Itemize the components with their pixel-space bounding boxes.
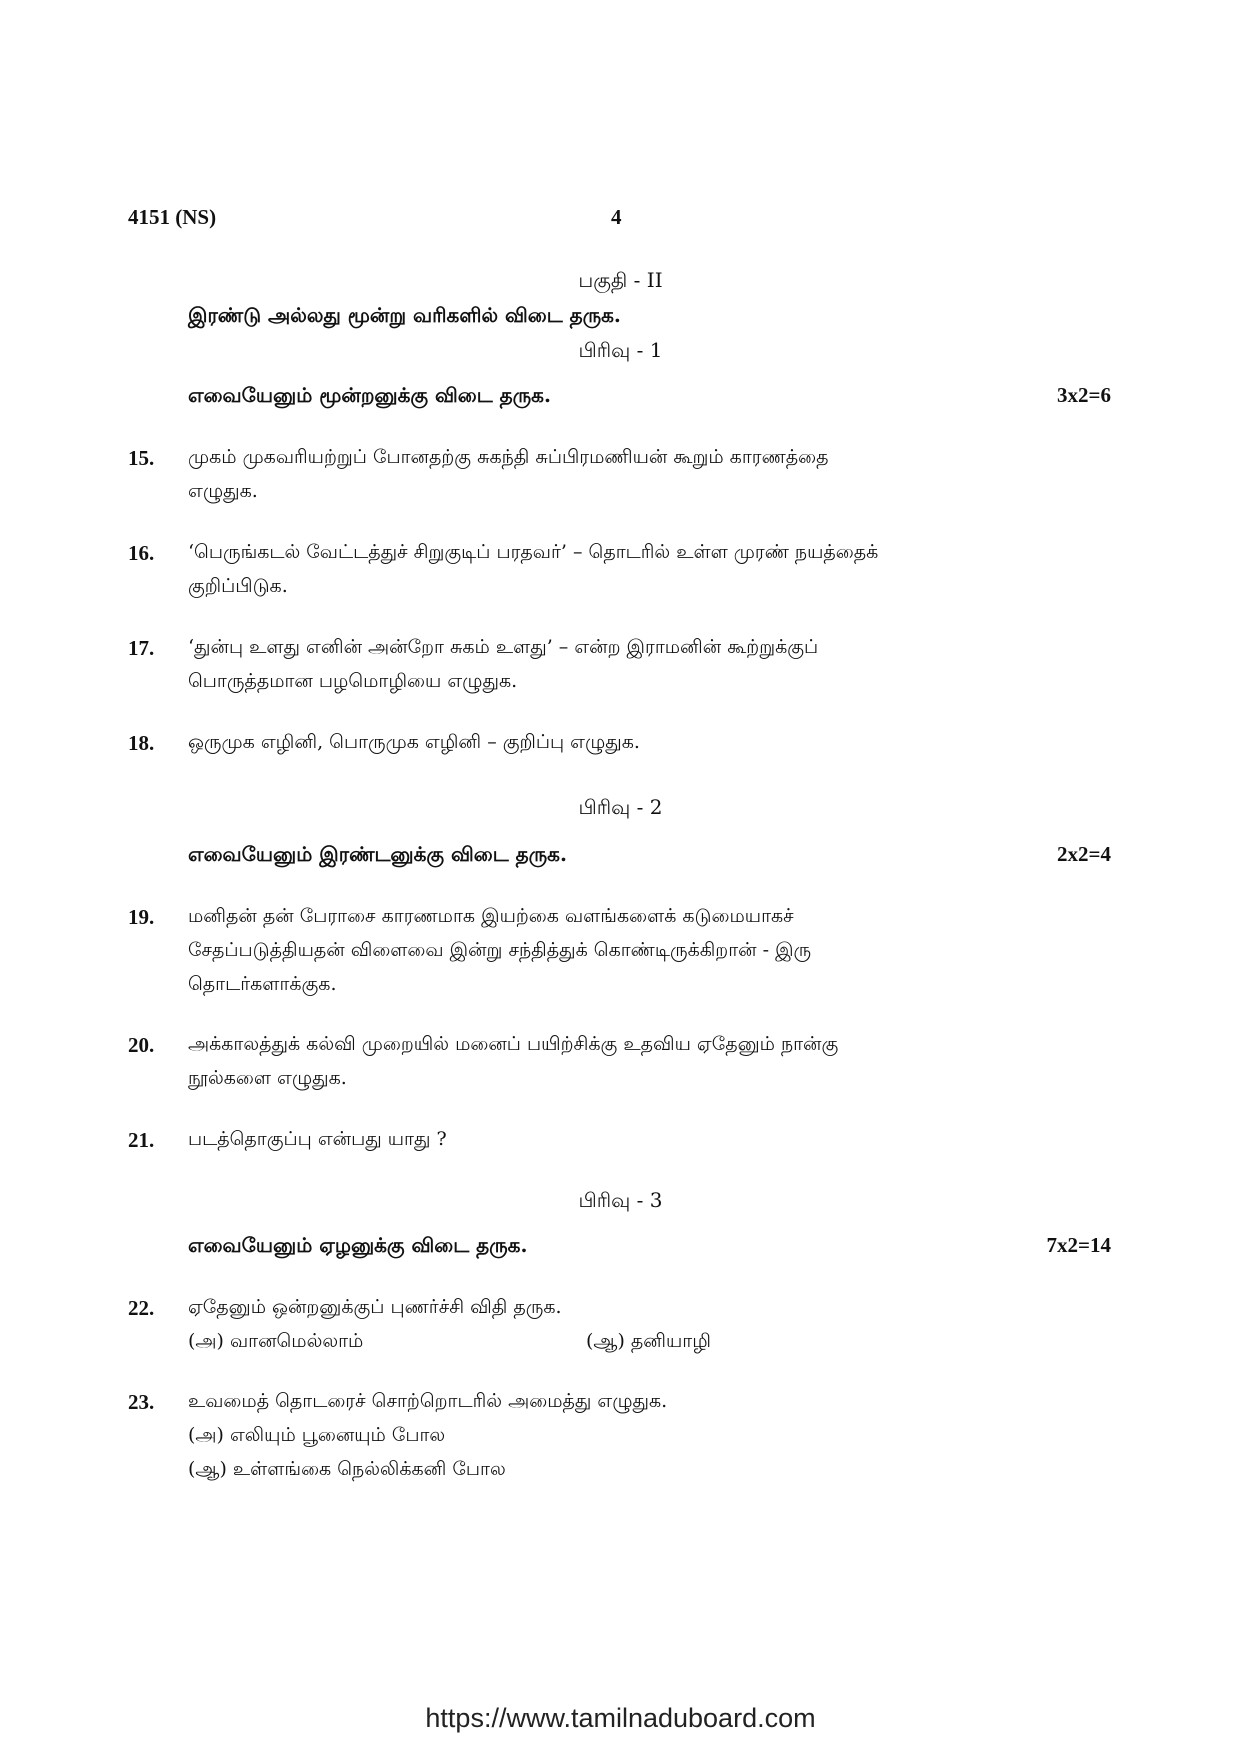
question-21-number: 21. xyxy=(128,1128,155,1152)
paper-code: 4151 (NS) xyxy=(128,205,217,229)
footer-url[interactable]: https://www.tamilnaduboard.com xyxy=(425,1703,816,1733)
question-21: படத்தொகுப்பு என்பது யாது ? xyxy=(188,1128,447,1150)
question-22-option-a: (அ) வானமெல்லாம் xyxy=(188,1330,364,1352)
question-17: ‘துன்பு உளது எனின் அன்றோ சுகம் உளது’ – என்ற இராமனின் கூற்றுக்குப் பொருத்தமான பழமொழியை எழுதுக. xyxy=(188,636,819,692)
question-23-number: 23. xyxy=(128,1390,155,1414)
question-16-number: 16. xyxy=(128,541,155,565)
section-2-title: பிரிவு - 2 xyxy=(578,795,663,819)
question-18-number: 18. xyxy=(128,731,155,755)
section-3-instruction: எவையேனும் ஏழனுக்கு விடை தருக. xyxy=(188,1233,528,1257)
page-number: 4 xyxy=(611,205,622,229)
question-19-number: 19. xyxy=(128,905,155,929)
section-3-marks: 7x2=14 xyxy=(1046,1233,1111,1257)
question-22-number: 22. xyxy=(128,1296,155,1320)
question-23-option-b: (ஆ) உள்ளங்கை நெல்லிக்கனி போல xyxy=(188,1458,506,1480)
question-22: ஏதேனும் ஒன்றனுக்குப் புணர்ச்சி விதி தருக. (அ) வானமெல்லாம் (ஆ) தனியாழி xyxy=(188,1290,1058,1358)
question-17-number: 17. xyxy=(128,636,155,660)
part-title: பகுதி - II xyxy=(578,268,663,292)
question-18: ஒருமுக எழினி, பொருமுக எழினி – குறிப்பு எழுதுக. xyxy=(188,731,640,753)
question-20: அக்காலத்துக் கல்வி முறையில் மனைப் பயிற்சிக்கு உதவிய ஏதேனும் நான்கு நூல்களை எழுதுக. xyxy=(188,1033,839,1089)
question-15-number: 15. xyxy=(128,446,155,470)
part-instruction: இரண்டு அல்லது மூன்று வரிகளில் விடை தருக. xyxy=(188,303,621,327)
question-15: முகம் முகவரியற்றுப் போனதற்கு சுகந்தி சுப்பிரமணியன் கூறும் காரணத்தை எழுதுக. xyxy=(188,446,829,502)
question-20-number: 20. xyxy=(128,1033,155,1057)
section-2-marks: 2x2=4 xyxy=(1057,842,1111,866)
question-22-option-b: (ஆ) தனியாழி xyxy=(586,1330,711,1352)
section-3-title: பிரிவு - 3 xyxy=(578,1188,663,1212)
section-1-instruction: எவையேனும் மூன்றனுக்கு விடை தருக. xyxy=(188,383,551,407)
section-1-marks: 3x2=6 xyxy=(1057,383,1111,407)
question-23: உவமைத் தொடரைச் சொற்றொடரில் அமைத்து எழுதுக. (அ) எலியும் பூனையும் போல (ஆ) உள்ளங்கை நெல்லிக்கனி போல xyxy=(188,1384,1058,1486)
question-16: ‘பெருங்கடல் வேட்டத்துச் சிறுகுடிப் பரதவர்’ – தொடரில் உள்ள முரண் நயத்தைக் குறிப்பிடுக. xyxy=(188,541,879,597)
section-2-instruction: எவையேனும் இரண்டனுக்கு விடை தருக. xyxy=(188,842,567,866)
question-23-option-a: (அ) எலியும் பூனையும் போல xyxy=(188,1424,446,1446)
section-1-title: பிரிவு - 1 xyxy=(578,338,663,362)
question-19: மனிதன் தன் பேராசை காரணமாக இயற்கை வளங்களைக் கடுமையாகச் சேதப்படுத்தியதன் விளைவை இன்று சந்தித்துக் கொண்டிருக்கிறான் - இரு தொடர்களாக்குக. xyxy=(188,905,812,995)
